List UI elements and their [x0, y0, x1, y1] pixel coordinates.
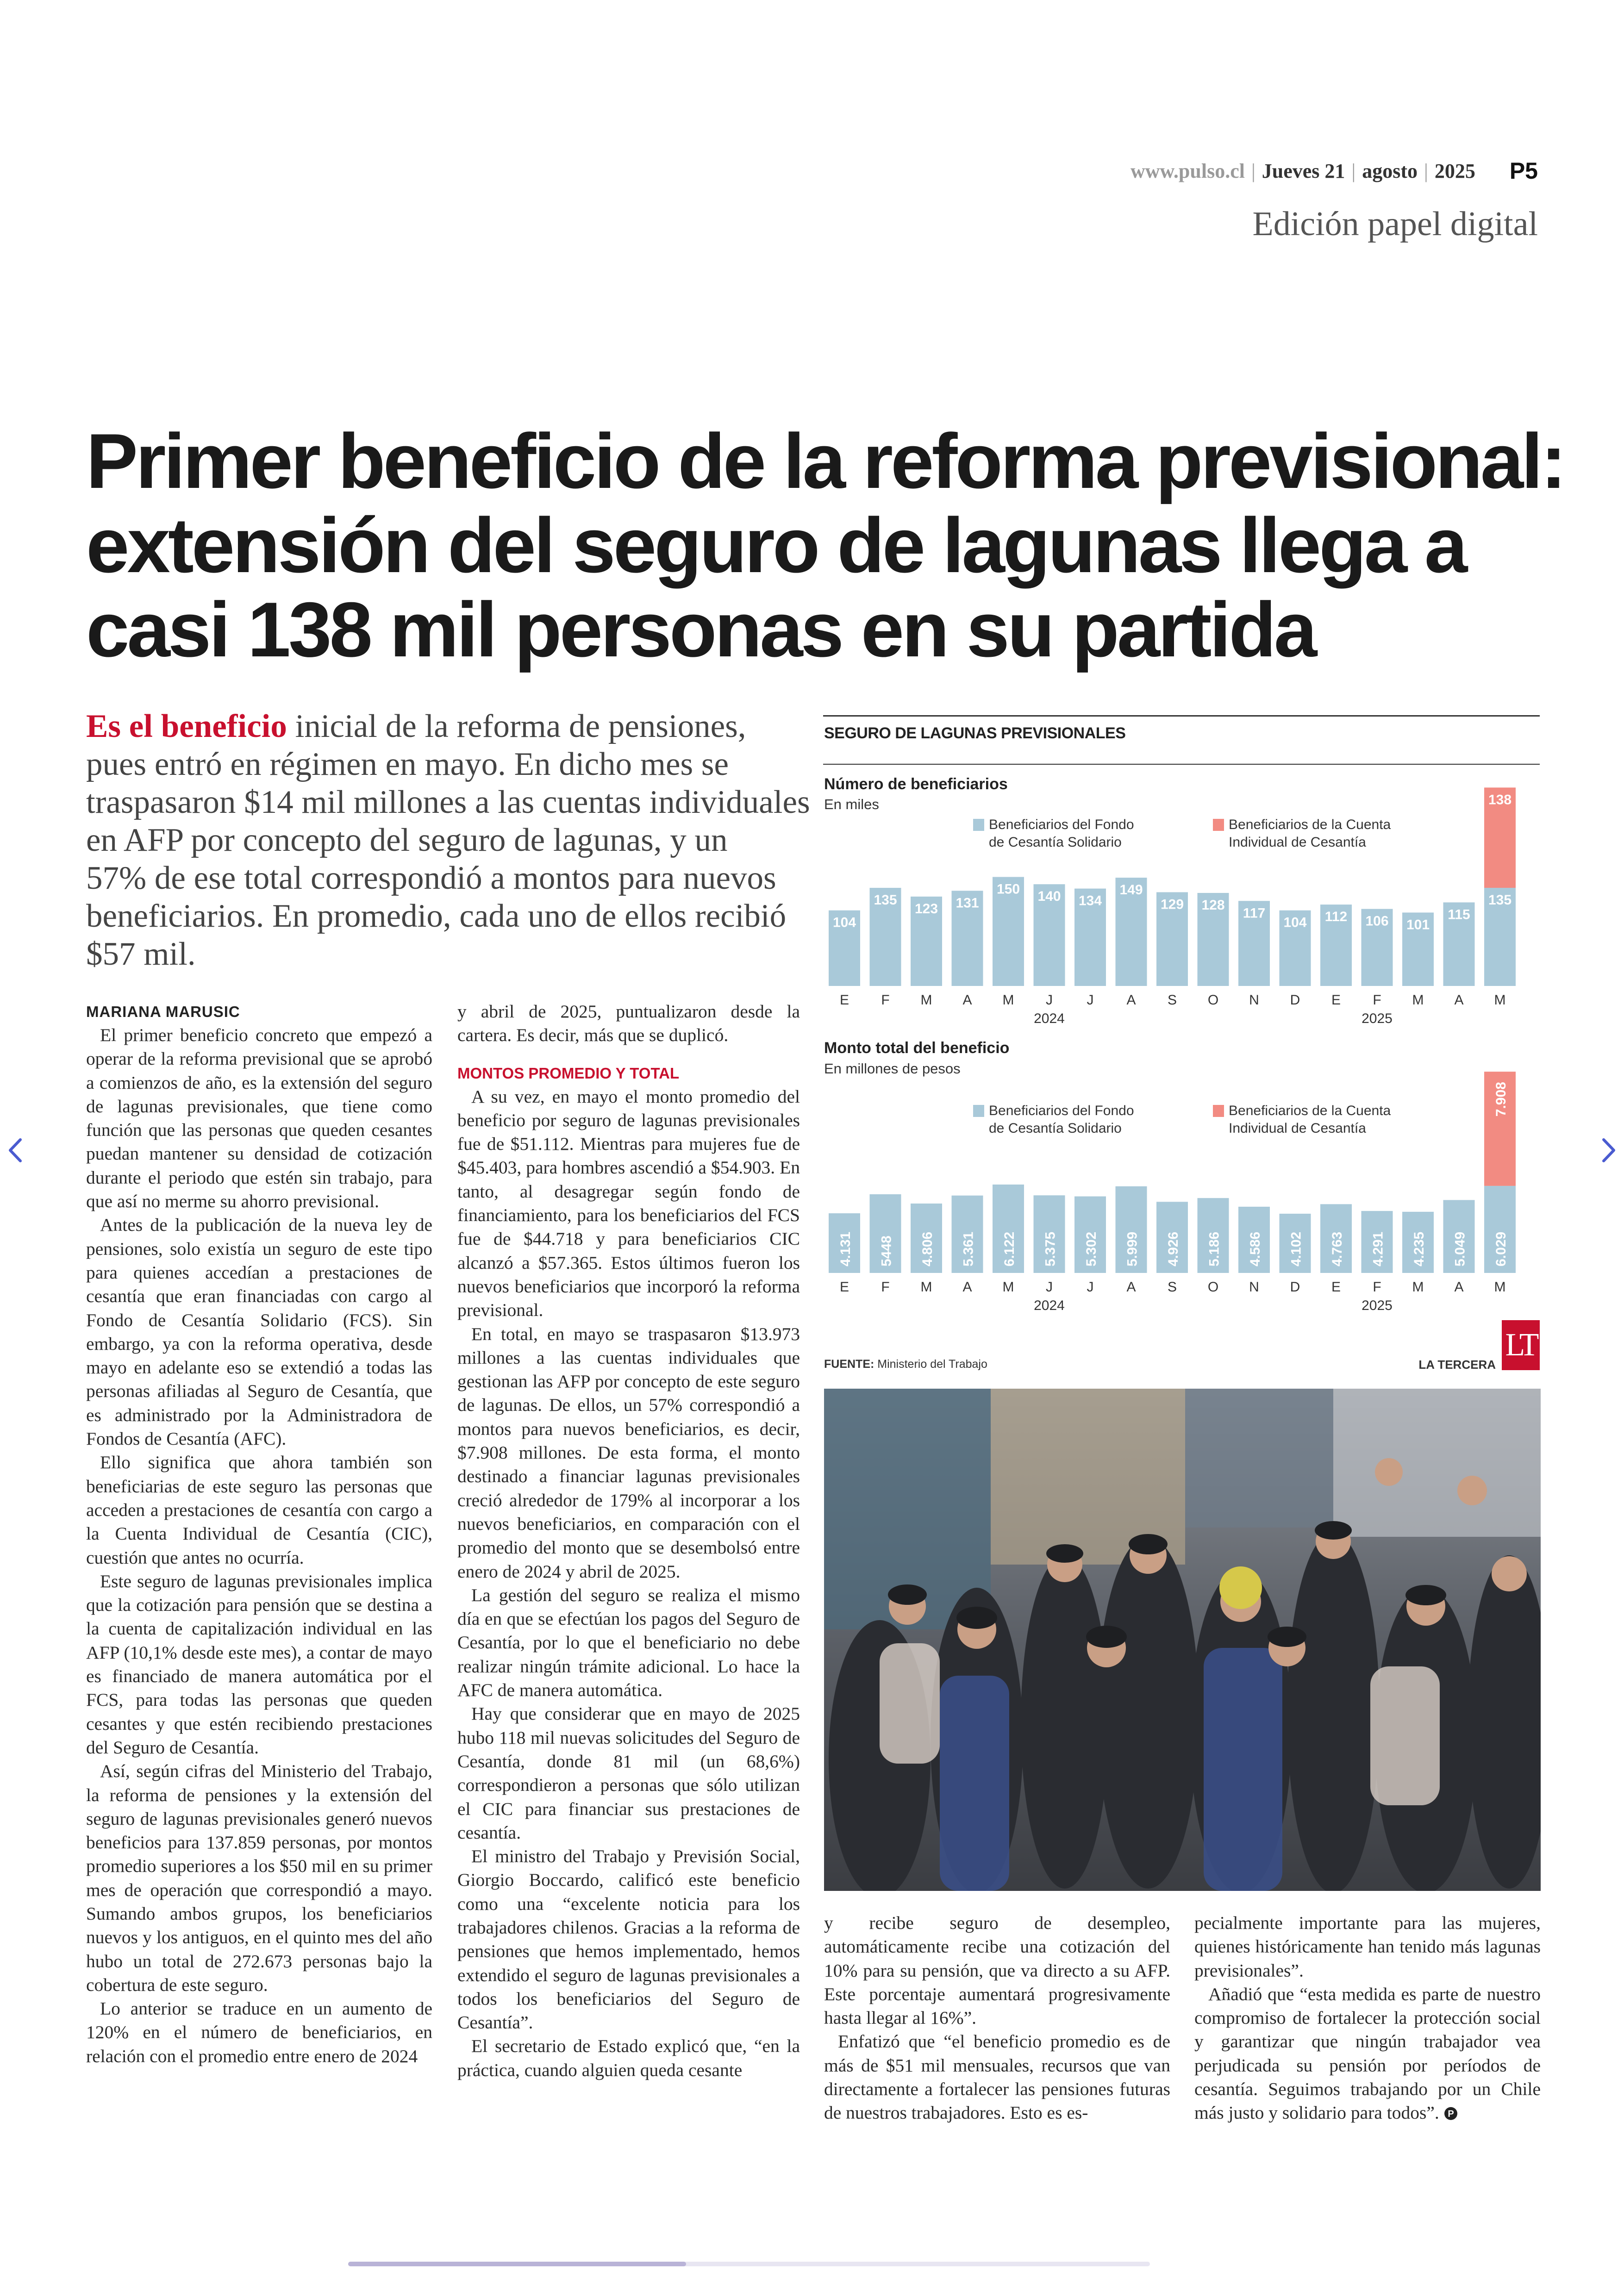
data-label-fcs: 123 [914, 901, 938, 917]
data-label-fcs: 104 [1283, 915, 1307, 930]
lead-line [86, 707, 781, 745]
lead-paragraph [86, 707, 810, 973]
x-tick-label: M [1412, 992, 1424, 1008]
page-scroll-indicator[interactable] [348, 2262, 1150, 2266]
data-label-fcs: 6.122 [1002, 1231, 1017, 1266]
data-label-fcs: 5.049 [1452, 1231, 1468, 1266]
x-tick-label: A [962, 992, 972, 1008]
data-label-fcs: 5.999 [1124, 1231, 1140, 1266]
headline [86, 418, 1564, 673]
chart-title: Número de beneficiarios [824, 775, 1008, 793]
paragraph: El ministro del Trabajo y Previsión Social, Giorgio Boccardo, calificó este beneficio como una “excelente noticia para los trabajadores chilenos. Gracias a la reforma de pensiones que hemos implementado, hemos extendido el seguro de lagunas previsionales a todos los beneficiarios del Seguro de Cesantía”. [457, 1846, 800, 2033]
x-tick-label: M [1494, 1279, 1506, 1295]
legend-label: Individual de Cesantía [1229, 835, 1366, 850]
data-label-fcs: 5448 [879, 1235, 894, 1266]
lead-highlight: Es el beneficio [86, 708, 287, 744]
x-tick-label: N [1249, 1279, 1259, 1295]
chevron-left-icon [0, 1129, 32, 1171]
x-tick-label: J [1046, 992, 1053, 1008]
x-tick-label: E [1331, 992, 1341, 1008]
paragraph: En total, en mayo se traspasaron $13.973 millones a las cuentas individuales que gestionan las AFP por concepto de este seguro de lagunas. De ellos, un 57% correspondió a montos para nuevos beneficiarios, es decir, $7.908 millones. De esta forma, el monto destinado a financiar lagunas previsionales creció alrededor de 179% al incorporar a los nuevos beneficiarios, en comparación con el promedio del monto que se desembolsó entre enero de 2024 y abril de 2025. [457, 1323, 800, 1582]
x-tick-label: J [1046, 1279, 1053, 1295]
date-year: 2025 [1434, 159, 1475, 182]
data-label-fcs: 149 [1119, 882, 1143, 898]
paragraph: Ello significa que ahora también son beneficiarias de este seguro las personas que acceden a prestaciones de cesantía con cargo a la Cuenta Individual de Cesantía (CIC), cuestión que antes no ocurría. [86, 1452, 432, 1568]
page-number: P5 [1509, 158, 1538, 184]
year-label: 2025 [1362, 1011, 1393, 1026]
data-label-fcs: 112 [1324, 909, 1348, 925]
paragraph: Hay que considerar que en mayo de 2025 hubo 118 mil nuevas solicitudes del Seguro de Cesantía, donde 81 mil (un 68,6%) correspondieron a personas que sólo utilizan el CIC para financiar sus prestaciones de cesantía. [457, 1703, 800, 1843]
date-weekday: Jueves 21 [1262, 159, 1345, 182]
paragraph: El secretario de Estado explicó que, “en la práctica, cuando alguien queda cesante [457, 2036, 800, 2080]
paragraph: Antes de la publicación de la nueva ley de pensiones, solo existía un seguro de este tipo para quienes accedían a prestaciones de cesantía que eran financiadas con cargo al Fondo de Cesantía Solidario (FCS). Sin embargo, ya con la reforma operativa, desde mayo en adelante eso se extendió a todas las personas afiliadas al Seguro de Cesantía, que es administrado por la Administradora de Fondos de Cesantía (AFC). [86, 1215, 432, 1449]
amount-bar-chart [823, 715, 1540, 1354]
data-label-fcs: 4.235 [1412, 1231, 1427, 1266]
separator: | [1351, 159, 1356, 182]
legend-label: Beneficiarios de la Cuenta [1229, 1103, 1391, 1118]
infographic [823, 715, 1540, 1372]
paragraph: A su vez, en mayo el monto promedio del beneficio por seguro de lagunas previsionales fue de $51.112. Mientras para mujeres fue de $45.403, para hombres ascendió a $54.903. En tanto, al desagregar según fondo de financiamiento, para los beneficiarios del FCS fue de $44.718 y para beneficiarios CIC alcanzó a $57.365. Estos últimos fueron los nuevos beneficiarios que incorporó la reforma previsional. [457, 1086, 800, 1321]
data-label-fcs: 6.029 [1493, 1231, 1509, 1266]
data-label-cic: 7.908 [1493, 1082, 1509, 1117]
data-label-fcs: 4.586 [1248, 1231, 1263, 1266]
source-note [824, 1358, 987, 1371]
x-tick-label: D [1290, 1279, 1300, 1295]
lead-line: 57% de ese total correspondió a montos para nuevos [86, 860, 776, 896]
x-tick-label: O [1207, 1279, 1219, 1295]
x-tick-label: F [881, 992, 890, 1008]
previous-page-button[interactable] [0, 1129, 32, 1171]
paragraph: La gestión del seguro se realiza el mismo día en que se efectúan los pagos del Seguro de Cesantía, por lo que el beneficiario no debe realizar ningún trámite adicional. Lo hace la AFC de manera automática. [457, 1584, 800, 1701]
article-column-2 [457, 1000, 800, 2082]
x-tick-label: F [881, 1279, 890, 1295]
data-label-fcs: 101 [1406, 917, 1430, 933]
photo-illustration [824, 1389, 1541, 1891]
paragraph: Enfatizó que “el beneficio promedio es de más de $51 mil mensuales, recursos que van directamente a fortalecer las pensiones futuras de nuestros trabajadores. Esto es es- [824, 2031, 1170, 2123]
x-tick-label: M [1494, 992, 1506, 1008]
year-label: 2024 [1034, 1011, 1065, 1026]
paragraph: Este seguro de lagunas previsionales implica que la cotización para pensión que se destina a la cuenta de capitalización individual en las AFP (10,1% desde este mes), a contar de mayo es financiado de manera automática por el FCS, para todas las personas que queden cesantes y que estén recibiendo prestaciones del Seguro de Cesantía. [86, 1571, 432, 1758]
x-tick-label: A [1454, 992, 1464, 1008]
data-label-fcs: 5.361 [961, 1231, 976, 1266]
x-tick-label: F [1373, 992, 1381, 1008]
x-tick-label: D [1290, 992, 1300, 1008]
source-label: FUENTE: [824, 1358, 874, 1371]
la-tercera-logo: LT [1502, 1320, 1540, 1370]
chart-title: Monto total del beneficio [824, 1039, 1010, 1057]
x-tick-label: M [920, 1279, 932, 1295]
svg-text:P: P [1447, 2109, 1454, 2120]
lead-line: beneficiarios. En promedio, cada uno de ellos recibió [86, 898, 787, 934]
data-label-fcs: 5.186 [1206, 1231, 1222, 1266]
data-label-fcs: 4.926 [1166, 1231, 1181, 1266]
chevron-right-icon [1592, 1129, 1624, 1171]
x-tick-label: M [1002, 1279, 1014, 1295]
data-label-fcs: 4.806 [920, 1231, 935, 1266]
data-label-fcs: 4.763 [1330, 1231, 1345, 1266]
legend-label: Beneficiarios del Fondo [989, 1103, 1134, 1118]
credit: LA TERCERA [1418, 1358, 1496, 1372]
legend-label: de Cesantía Solidario [989, 835, 1122, 850]
legend-label: Beneficiarios del Fondo [989, 817, 1134, 832]
x-tick-label: J [1087, 992, 1094, 1008]
x-tick-label: S [1167, 992, 1177, 1008]
x-tick-label: O [1207, 992, 1219, 1008]
paragraph [1194, 1983, 1541, 2125]
chart-subtitle: En miles [824, 796, 879, 812]
x-tick-label: A [1126, 1279, 1136, 1295]
lead-line: traspasaron $14 mil millones a las cuentas individuales [86, 784, 810, 820]
crowd-photo [824, 1389, 1541, 1891]
paragraph: Lo anterior se traduce en un aumento de 120% en el número de beneficiarios, en relación con el promedio entre enero de 2024 [86, 1998, 432, 2066]
lead-line: $57 mil. [86, 936, 196, 972]
headline-line: extensión del seguro de lagunas llega a [86, 502, 1466, 589]
data-label-fcs: 104 [832, 915, 856, 930]
data-label-fcs: 5.302 [1084, 1231, 1099, 1266]
subheading: MONTOS PROMEDIO Y TOTAL [457, 1064, 680, 1082]
legend-label: de Cesantía Solidario [989, 1121, 1122, 1136]
year-label: 2025 [1362, 1298, 1393, 1313]
data-label-fcs: 4.291 [1370, 1231, 1386, 1266]
x-tick-label: E [839, 1279, 849, 1295]
data-label-fcs: 135 [874, 892, 897, 908]
x-tick-label: E [839, 992, 849, 1008]
legend-label: Beneficiarios de la Cuenta [1229, 817, 1391, 832]
page-header [1131, 157, 1538, 184]
data-label-fcs: 128 [1201, 898, 1225, 913]
year-label: 2024 [1034, 1298, 1065, 1313]
data-label-fcs: 117 [1243, 905, 1266, 921]
x-tick-label: A [1454, 1279, 1464, 1295]
data-label-fcs: 135 [1488, 892, 1512, 908]
headline-line: casi 138 mil personas en su partida [86, 586, 1315, 673]
article-column-3 [824, 1911, 1170, 2125]
x-tick-label: M [920, 992, 932, 1008]
x-tick-label: M [1412, 1279, 1424, 1295]
data-label-fcs: 4.131 [838, 1231, 853, 1266]
data-label-fcs: 115 [1448, 907, 1470, 923]
byline: MARIANA MARUSIC [86, 1003, 240, 1020]
data-label-fcs: 140 [1037, 889, 1061, 904]
paragraph: y recibe seguro de desempleo, automáticamente recibe una cotización del 10% para su pensión, que va directo a su AFP. Este porcentaje aumentará progresivamente hasta llegar al 16%”. [824, 1913, 1170, 2028]
lead-line: en AFP por concepto del seguro de lagunas, y un [86, 822, 728, 858]
paragraph-text: Añadió que “esta medida es parte de nuestro compromiso de fortalecer la protección social y garantizar que ningún trabajador vea perjudicada su pensión por períodos de cesantía. Seguimos trabajando por un Chile más justo y solidario para todos”. [1194, 1983, 1541, 2123]
data-label-fcs: 134 [1078, 893, 1102, 909]
x-tick-label: A [1126, 992, 1136, 1008]
data-label-fcs: 129 [1160, 897, 1184, 912]
x-tick-label: S [1167, 1279, 1177, 1295]
article-column-4 [1194, 1911, 1541, 2125]
paragraph: pecialmente importante para las mujeres, quienes históricamente han tenido más lagunas previsionales”. [1194, 1913, 1541, 1981]
x-tick-label: F [1373, 1279, 1381, 1295]
x-tick-label: E [1331, 1279, 1341, 1295]
separator: | [1424, 159, 1428, 182]
data-label-fcs: 5.375 [1043, 1231, 1058, 1266]
date-month: agosto [1362, 159, 1418, 182]
chart-subtitle: En millones de pesos [824, 1060, 961, 1077]
end-mark-icon [1444, 2107, 1458, 2120]
edition-label: Edición papel digital [1252, 205, 1538, 243]
separator: | [1251, 159, 1255, 182]
x-tick-label: N [1249, 992, 1259, 1008]
article-column-1 [86, 1000, 432, 2068]
x-tick-label: J [1087, 1279, 1094, 1295]
data-label-fcs: 150 [996, 881, 1020, 897]
lead-text: inicial de la reforma de pensiones, [287, 708, 746, 744]
paragraph: El primer beneficio concreto que empezó a operar de la reforma previsional que se aprobó a comienzos de año, es la extensión del seguro de lagunas previsionales, que tiene como función que las personas que queden cesantes puedan mantener su densidad de cotización durante el periodo que estén sin trabajo, para que así no merme su ahorro previsional. [86, 1025, 432, 1212]
paragraph: y abril de 2025, puntualizaron desde la cartera. Es decir, más que se duplicó. [457, 1001, 800, 1046]
data-label-cic: 138 [1488, 792, 1512, 808]
x-tick-label: A [962, 1279, 972, 1295]
infographic-title: SEGURO DE LAGUNAS PREVISIONALES [824, 724, 1126, 742]
lead-line: pues entró en régimen en mayo. En dicho mes se [86, 746, 729, 782]
scroll-thumb[interactable] [348, 2262, 686, 2266]
source-text: Ministerio del Trabajo [874, 1358, 987, 1371]
headline-line: Primer beneficio de la reforma previsional: [86, 418, 1564, 505]
data-label-fcs: 131 [956, 895, 979, 911]
data-label-fcs: 106 [1365, 913, 1389, 929]
legend-label: Individual de Cesantía [1229, 1121, 1366, 1136]
site-url: www.pulso.cl [1131, 159, 1245, 182]
next-page-button[interactable] [1592, 1129, 1624, 1171]
paragraph: Así, según cifras del Ministerio del Trabajo, la reforma de pensiones y la extensión del seguro de lagunas previsionales generó nuevos beneficios para 137.859 personas, por montos promedio superiores a los $50 mil en su primer mes de operación que correspondió a mayo. Sumando ambos grupos, los beneficiarios nuevos y los antiguos, en el quinto mes del año hubo un total de 272.673 personas bajo la cobertura de este seguro. [86, 1761, 432, 1995]
data-label-fcs: 4.102 [1288, 1231, 1304, 1266]
x-tick-label: M [1002, 992, 1014, 1008]
